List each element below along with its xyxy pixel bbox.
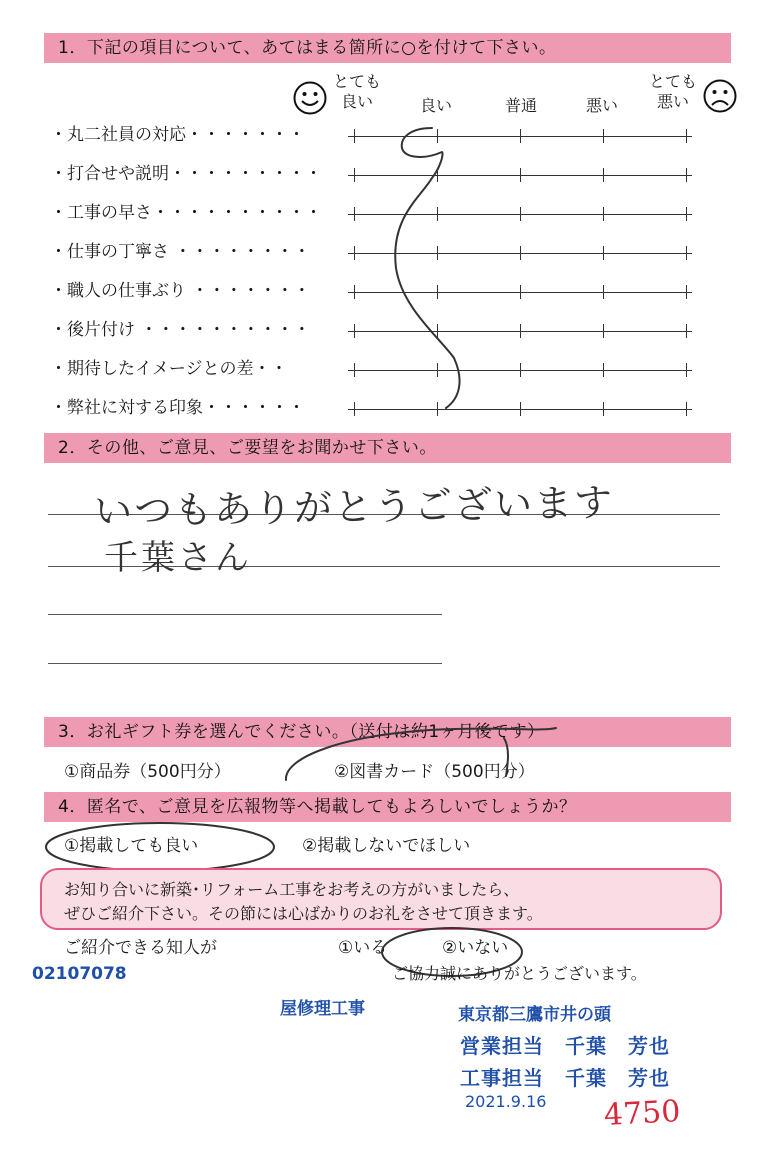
rating-item-label: ・弊社に対する印象・・・・・・ [50, 398, 305, 418]
section-2-title: 2．その他、ご意見、ご要望をお聞かせ下さい。 [44, 433, 731, 463]
rating-tick[interactable] [354, 285, 355, 299]
rating-item-label: ・丸二社員の対応・・・・・・・ [50, 125, 305, 145]
rating-tick[interactable] [354, 402, 355, 416]
rating-tick[interactable] [686, 363, 687, 377]
rating-tick[interactable] [354, 168, 355, 182]
rating-tick[interactable] [354, 129, 355, 143]
smiley-face-icon [292, 80, 328, 116]
rating-tick[interactable] [603, 246, 604, 260]
rating-tick[interactable] [686, 246, 687, 260]
rating-tick[interactable] [603, 129, 604, 143]
rating-tick[interactable] [603, 207, 604, 221]
rating-tick[interactable] [520, 129, 521, 143]
rating-tick[interactable] [686, 324, 687, 338]
rating-tick[interactable] [520, 246, 521, 260]
construction-rep: 工事担当 千葉 芳也 [460, 1066, 670, 1090]
work-type: 屋修理工事 [280, 999, 365, 1019]
thanks-text: ご協力誠にありがとうございます。 [392, 964, 647, 983]
scale-normal: 普通 [504, 96, 537, 115]
rating-item-label: ・期待したイメージとの差・・ [50, 359, 288, 379]
publish-option-2[interactable]: ②掲載しないでほしい [302, 836, 471, 856]
stamp-date: 2021.9.16 [465, 1092, 547, 1111]
rating-tick[interactable] [603, 402, 604, 416]
rating-tick[interactable] [603, 363, 604, 377]
rating-tick[interactable] [686, 285, 687, 299]
scale-very-bad: とても 悪い [648, 72, 697, 111]
handwritten-comment-1: いつもありがとうございます [93, 480, 615, 534]
rating-item-label: ・後片付け ・・・・・・・・・・ [50, 320, 311, 340]
comment-line-3 [48, 614, 442, 615]
rating-tick[interactable] [520, 363, 521, 377]
section-4-title: 4．匿名で、ご意見を広報物等へ掲載してもよろしいでしょうか？ [44, 792, 731, 822]
company-address: 東京都三鷹市井の頭 [458, 1005, 611, 1025]
sad-face-icon [702, 78, 738, 114]
rating-tick[interactable] [354, 246, 355, 260]
gift-option-2[interactable]: ②図書カード（500円分） [334, 762, 535, 782]
sales-rep: 営業担当 千葉 芳也 [460, 1034, 670, 1058]
scale-good: 良い [419, 96, 452, 115]
rating-tick[interactable] [603, 324, 604, 338]
scale-very-good: とても 良い [332, 72, 381, 111]
referral-line-2: ぜひご紹介下さい。その節には心ばかりのお礼をさせて頂きます。 [64, 904, 543, 923]
gift-option-1[interactable]: ①商品券（500円分） [64, 762, 231, 782]
referral-option-2[interactable]: ②いない [442, 938, 509, 958]
rating-item-label: ・仕事の丁寧さ ・・・・・・・・ [50, 242, 311, 262]
scale-bad: 悪い [585, 96, 618, 115]
rating-tick[interactable] [686, 129, 687, 143]
rating-tick[interactable] [686, 402, 687, 416]
publish-option-1[interactable]: ①掲載しても良い [64, 836, 199, 856]
rating-tick[interactable] [354, 324, 355, 338]
referral-option-1[interactable]: ①いる [338, 938, 388, 958]
section-3-title: 3．お礼ギフト券を選んでください。（送付は約1ヶ月後です） [44, 717, 731, 747]
referral-line-1: お知り合いに新築･リフォーム工事をお考えの方がいましたら、 [64, 880, 520, 899]
rating-tick[interactable] [603, 285, 604, 299]
handwritten-circle-gift [280, 718, 580, 798]
rating-tick[interactable] [520, 285, 521, 299]
rating-item-label: ・打合せや説明・・・・・・・・・ [50, 164, 322, 184]
rating-tick[interactable] [520, 402, 521, 416]
customer-id: 02107078 [32, 964, 127, 984]
rating-tick[interactable] [354, 207, 355, 221]
handwritten-number: 4750 [603, 1094, 682, 1133]
rating-item-label: ・工事の早さ・・・・・・・・・・ [50, 203, 322, 223]
rating-tick[interactable] [686, 168, 687, 182]
handwritten-rating-mark [380, 118, 490, 418]
comment-line-4 [48, 663, 442, 664]
handwritten-comment-2: 千葉さん [104, 538, 252, 578]
section-1-title: 1．下記の項目について、あてはまる箇所に○を付けて下さい。 [44, 33, 731, 63]
rating-tick[interactable] [686, 207, 687, 221]
rating-tick[interactable] [520, 324, 521, 338]
rating-tick[interactable] [520, 207, 521, 221]
rating-tick[interactable] [354, 363, 355, 377]
rating-tick[interactable] [603, 168, 604, 182]
rating-tick[interactable] [520, 168, 521, 182]
referral-question: ご紹介できる知人が [64, 938, 217, 958]
rating-item-label: ・職人の仕事ぶり ・・・・・・・ [50, 281, 311, 301]
